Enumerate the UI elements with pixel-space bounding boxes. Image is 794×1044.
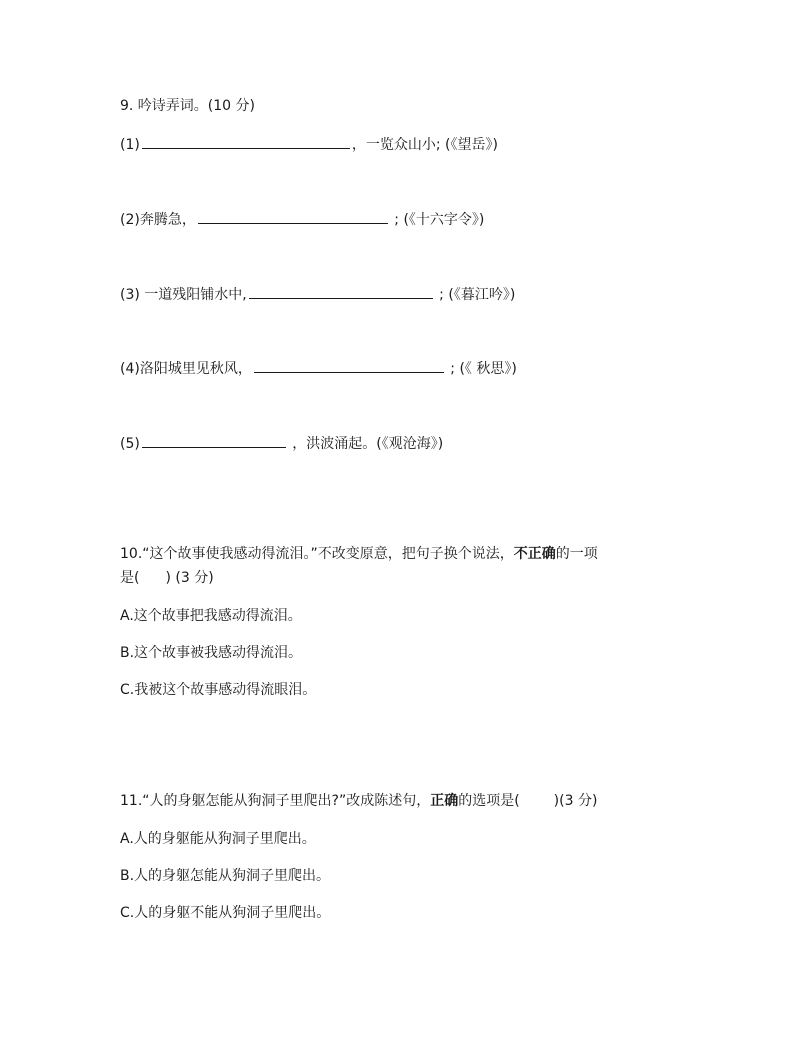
q11-option-c[interactable]: C.人的身躯不能从狗洞子里爬出。 <box>120 905 331 921</box>
q11-stem-text-a: 11.“人的身躯怎能从狗洞子里爬出?”改成陈述句， <box>120 793 431 809</box>
q9-item-4-blank[interactable] <box>254 358 444 373</box>
q10-stem-text-a: 10.“这个故事使我感动得流泪。”不改变原意，把句子换个说法， <box>120 546 514 562</box>
q9-item-1-after: ，一览众山小; (《望岳》) <box>351 137 498 153</box>
q9-title: 9. 吟诗弄词。(10 分) <box>120 98 255 114</box>
q9-item-1-blank[interactable] <box>142 134 350 149</box>
q10-option-c[interactable]: C.我被这个故事感动得流眼泪。 <box>120 682 317 698</box>
q10-option-a[interactable]: A.这个故事把我感动得流泪。 <box>120 608 302 624</box>
q9-item-2 <box>120 209 484 230</box>
q9-item-5-prefix: (5) <box>120 436 140 452</box>
q11-option-a[interactable]: A.人的身躯能从狗洞子里爬出。 <box>120 831 316 847</box>
q9-item-2-blank[interactable] <box>198 209 388 224</box>
q10-stem-text-b: 的一项 <box>555 546 598 562</box>
q9-item-4 <box>120 358 517 379</box>
q9-item-3-after: ; (《暮江吟》) <box>434 287 516 303</box>
q10-stem-bold: 不正确 <box>513 546 556 562</box>
q9-item-2-after: ; (《十六字令》) <box>389 212 485 228</box>
q9-item-2-prefix: (2)奔腾急， <box>120 212 196 228</box>
q10-paren-open: 是( <box>120 570 140 586</box>
q11-stem-text-b: 的选项是( <box>458 793 520 809</box>
q9-item-1-prefix: (1) <box>120 137 140 153</box>
q11-stem-text-c: )(3 分) <box>553 793 598 809</box>
q11-stem <box>120 791 597 811</box>
q9-item-1 <box>120 134 498 155</box>
q11-option-b[interactable]: B.人的身躯怎能从狗洞子里爬出。 <box>120 868 331 884</box>
q9-item-5-after: ，洪波涌起。(《观沧海》) <box>287 436 444 452</box>
q9-item-5 <box>120 433 443 454</box>
q10-stem-line-2 <box>120 568 214 588</box>
q10-option-b[interactable]: B.这个故事被我感动得流泪。 <box>120 645 303 661</box>
q9-item-3-prefix: (3) 一道残阳铺水中, <box>120 287 247 303</box>
q9-item-4-prefix: (4)洛阳城里见秋风， <box>120 361 252 377</box>
q10-stem-line-1 <box>120 544 598 564</box>
q9-item-3 <box>120 284 515 305</box>
q11-stem-bold: 正确 <box>430 793 459 809</box>
q9-item-4-after: ; (《 秋思》) <box>445 361 517 377</box>
q9-item-5-blank[interactable] <box>142 433 286 448</box>
q10-paren-close: ) (3 分) <box>165 570 214 586</box>
q9-item-3-blank[interactable] <box>249 284 433 299</box>
